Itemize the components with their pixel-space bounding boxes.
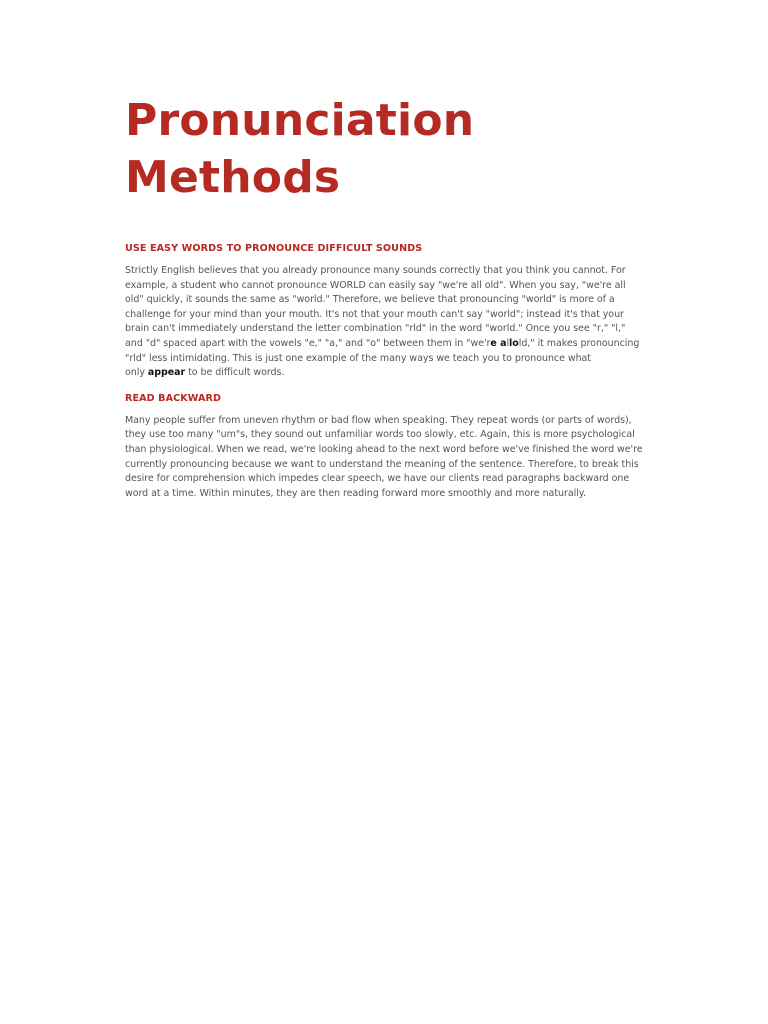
paragraph-line: Strictly English believes that you already pronounce many sounds correctly that you think you cannot. For xyxy=(125,265,626,276)
emphasized-letter: e xyxy=(490,337,497,349)
paragraph-line: example, a student who cannot pronounce WORLD can easily say "we're all old". When you say, "we're all xyxy=(125,279,626,291)
paragraph-line: Many people suffer from uneven rhythm or bad flow when speaking. They repeat words (or parts of words), xyxy=(125,414,632,426)
paragraph-line: brain can't immediately understand the letter combination "rld" in the word "world." Once you see "r," "l," xyxy=(125,323,626,335)
section-heading-read-backward: READ BACKWARD xyxy=(125,392,222,404)
text-run: and "d" spaced apart with the vowels "e," "a," and "o" between them in "we'r xyxy=(125,337,491,349)
emphasized-letter: a xyxy=(496,337,507,349)
paragraph-line-with-emphasis xyxy=(125,337,647,352)
paragraph-line: than physiological. When we read, we're looking ahead to the next word before we've finished the word we're xyxy=(125,443,643,455)
emphasized-letter: o xyxy=(512,337,519,349)
section-paragraph-read-backward xyxy=(125,414,647,502)
paragraph-line: challenge for your mind than your mouth. It's not that your mouth can't say "world"; instead it's that your xyxy=(125,308,624,320)
paragraph-line: "rld" less intimidating. This is just one example of the many ways we teach you to pronounce what xyxy=(125,352,591,364)
paragraph-line: desire for comprehension which impedes clear speech, we have our clients read paragraphs backward one xyxy=(125,473,630,485)
text-run: ld," it makes pronouncing xyxy=(518,337,640,349)
paragraph-line: currently pronouncing because we want to understand the meaning of the sentence. Therefore, to break this xyxy=(125,458,639,470)
page-title-line-1: Pronunciation xyxy=(125,95,475,146)
emphasized-letter: l xyxy=(509,337,513,349)
text-run: to be difficult words. xyxy=(185,367,285,379)
text-run: only xyxy=(125,367,148,379)
section-paragraph-easy-words xyxy=(125,264,647,381)
page-title-line-2: Methods xyxy=(125,152,341,203)
paragraph-line: old" quickly, it sounds the same as "world." Therefore, we believe that pronouncing "world" is more of a xyxy=(125,294,615,306)
paragraph-line-with-emphasis xyxy=(125,366,647,381)
section-heading-easy-words: USE EASY WORDS TO PRONOUNCE DIFFICULT SOUNDS xyxy=(125,243,423,254)
emphasized-word-appear: appear xyxy=(147,367,186,379)
paragraph-line: word at a time. Within minutes, they are then reading forward more smoothly and more naturally. xyxy=(125,487,586,499)
document-page xyxy=(125,92,647,501)
text-run: l xyxy=(506,337,510,349)
page-title xyxy=(125,92,647,206)
paragraph-line: they use too many "um"s, they sound out unfamiliar words too slowly, etc. Again, this is more psychological xyxy=(125,429,635,441)
